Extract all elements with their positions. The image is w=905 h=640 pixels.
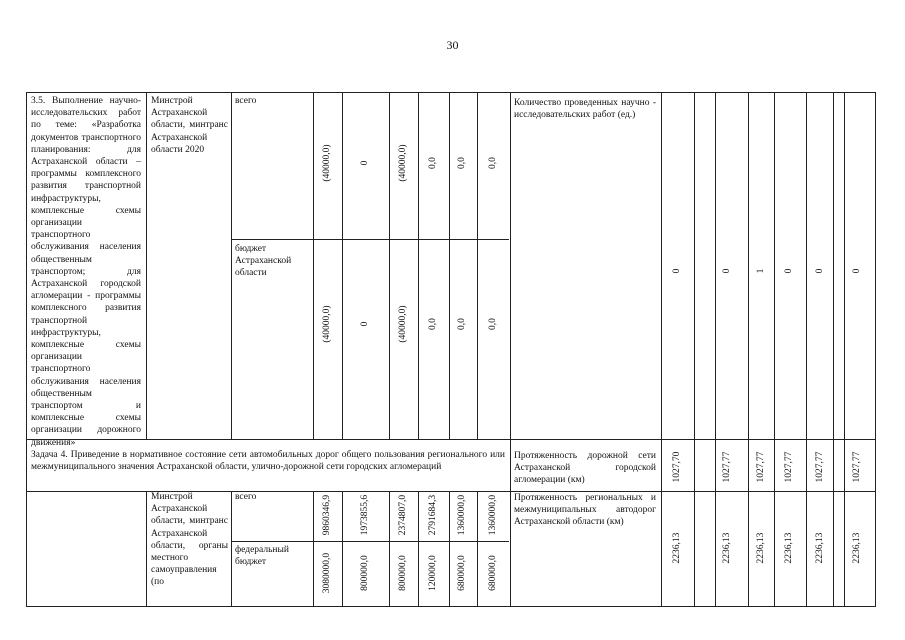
item-3-5-indicator-value: 0	[672, 268, 682, 274]
item-3-5-source-budget: бюджет Астраханской области	[235, 244, 292, 279]
column-divider	[313, 92, 314, 439]
column-divider	[342, 92, 343, 439]
task-4-indicator-value: 1027,70	[672, 451, 682, 483]
column-divider	[477, 491, 478, 606]
column-divider	[449, 92, 450, 439]
item-3-5-budget-value: 0,0	[457, 318, 467, 330]
column-divider	[389, 92, 390, 439]
item-3-5-executor: Минстрой Астраханской области, минтранс Астраханской области 2020	[151, 96, 228, 155]
task-4-indicator-value: 1027,77	[722, 451, 732, 483]
column-divider	[875, 92, 876, 606]
item-3-5-budget-value: 0	[360, 321, 370, 327]
item-3-5-source-total: всего	[235, 96, 257, 106]
item-3-5-budget-value: (40000,0)	[322, 305, 332, 343]
last-federal-value: 680000,0	[488, 555, 498, 591]
last-federal-value: 800000,0	[398, 555, 408, 591]
column-divider	[715, 92, 716, 606]
column-divider	[694, 92, 695, 606]
column-divider	[661, 92, 662, 606]
last-indicator-value: 2236,13	[756, 532, 766, 564]
last-total-value: 1360000,0	[488, 494, 498, 536]
last-federal-value: 680000,0	[457, 555, 467, 591]
task-4-indicator-value: 1027,77	[852, 451, 862, 483]
item-3-5-budget-value: 0,0	[488, 318, 498, 330]
column-divider	[389, 491, 390, 606]
task-4-indicator-value: 1027,77	[815, 451, 825, 483]
column-divider	[418, 92, 419, 439]
item-3-5-budget-value: 0,0	[428, 318, 438, 330]
last-total-value: 9860346,9	[322, 494, 332, 536]
column-divider	[477, 92, 478, 439]
item-3-5-indicator-value: 1	[756, 268, 766, 274]
task-4-text: Задача 4. Приведение в нормативное состояние сети автомобильных дорог общего пользования регионального или межмуниципального значения Астраханской области, улично-дорожной сети городских агломераций	[31, 450, 505, 473]
last-indicator-value: 2236,13	[722, 532, 732, 564]
last-source-total: всего	[235, 492, 257, 502]
item-3-5-name: 3.5. Выполнение научно-исследовательских работ по теме: «Разработка документов транспортного планирования: для Астраханской области – программы комплексного развития транспортной инфраструктуры, комплексные схемы организации транспортного обслуживания населения общественным транспортом; для Астраханской городской агломерации - программы комплексного развития транспортной инфраструктуры, комплексные схемы организации транспортного обслуживания населения общественным транспортом и комплексные схемы организации дорожного движения»	[31, 96, 141, 448]
column-divider	[774, 92, 775, 606]
last-federal-value: 120000,0	[428, 555, 438, 591]
column-divider	[231, 491, 232, 606]
column-divider	[449, 491, 450, 606]
item-3-5-total-value: 0	[360, 160, 370, 166]
last-federal-value: 800000,0	[360, 555, 370, 591]
column-divider	[146, 92, 147, 439]
row-divider	[231, 239, 509, 240]
column-divider	[833, 92, 834, 606]
item-3-5-total-value: 0,0	[457, 157, 467, 169]
last-federal-value: 3080000,0	[322, 552, 332, 594]
item-3-5-indicator-value: 0	[815, 268, 825, 274]
column-divider	[342, 491, 343, 606]
task-4-indicator-value: 1027,77	[756, 451, 766, 483]
last-total-value: 2374807,0	[398, 494, 408, 536]
task-4-indicator-value: 1027,77	[784, 451, 794, 483]
item-3-5-total-value: (40000,0)	[322, 144, 332, 182]
column-divider	[231, 92, 232, 439]
last-indicator-value: 2236,13	[815, 532, 825, 564]
last-total-value: 1973855,6	[360, 494, 370, 536]
last-executor: Минстрой Астраханской области, минтранс Астраханской области, органы местного самоуправления (по	[151, 492, 228, 588]
item-3-5-total-value: 0,0	[428, 157, 438, 169]
table-border-bottom	[26, 606, 876, 607]
item-3-5-indicator-value: 0	[852, 268, 862, 274]
column-divider	[510, 92, 511, 606]
last-indicator-value: 2236,13	[784, 532, 794, 564]
column-divider	[748, 92, 749, 606]
row-divider	[231, 541, 509, 542]
last-total-value: 2791684,3	[428, 494, 438, 536]
item-3-5-total-value: 0,0	[488, 157, 498, 169]
column-divider	[844, 92, 845, 606]
item-3-5-indicator: Количество проведенных научно - исследовательских работ (ед.)	[514, 98, 656, 121]
task-4-indicator: Протяженность дорожной сети Астраханской городской агломерации (км)	[514, 451, 656, 486]
last-indicator-value: 2236,13	[672, 532, 682, 564]
last-indicator: Протяженность региональных и межмуниципальных автодорог Астраханской области (км)	[514, 493, 656, 528]
item-3-5-indicator-value: 0	[784, 268, 794, 274]
last-source-federal: федеральный бюджет	[235, 545, 289, 568]
item-3-5-total-value: (40000,0)	[398, 144, 408, 182]
last-total-value: 1360000,0	[457, 494, 467, 536]
last-indicator-value: 2236,13	[852, 532, 862, 564]
item-3-5-indicator-value: 0	[722, 268, 732, 274]
item-3-5-budget-value: (40000,0)	[398, 305, 408, 343]
column-divider	[418, 491, 419, 606]
page-number: 30	[446, 38, 459, 52]
column-divider	[26, 92, 27, 606]
column-divider	[146, 491, 147, 606]
column-divider	[806, 92, 807, 606]
column-divider	[313, 491, 314, 606]
